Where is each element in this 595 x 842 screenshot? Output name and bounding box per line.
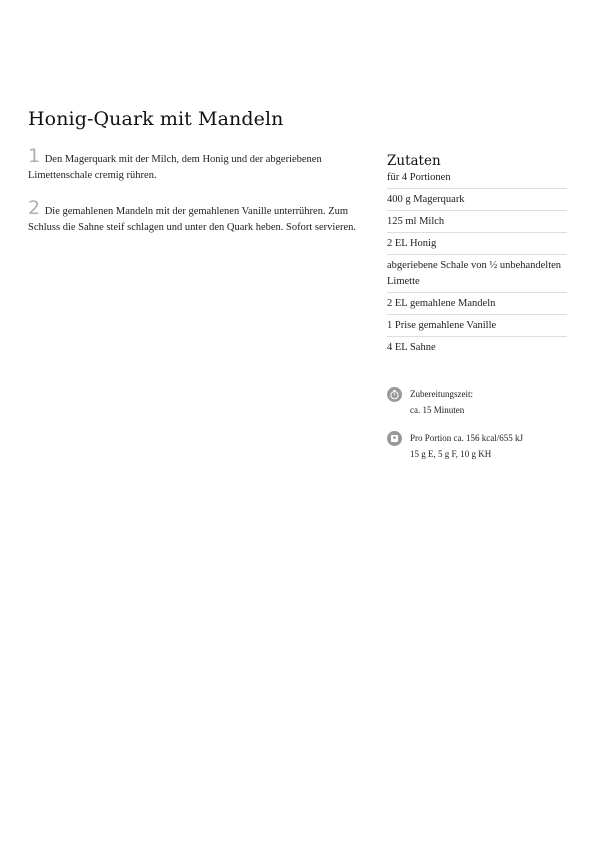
- ingredients-heading: Zutaten: [387, 153, 441, 169]
- step-number: 2: [28, 197, 41, 219]
- instructions: [28, 145, 373, 252]
- recipe-title: Honig-Quark mit Mandeln: [28, 108, 284, 130]
- ingredient-item: 4 EL Sahne: [387, 342, 436, 353]
- step-text: Die gemahlenen Mandeln mit der gemahlenen Vanille unterrühren. Zum Schluss die Sahne steif schlagen und unter den Quark heben. Sofort servieren.: [28, 206, 357, 233]
- ingredient-item: 125 ml Milch: [387, 211, 567, 233]
- preparation-time-text: [410, 386, 570, 418]
- preparation-time-value: ca. 15 Minuten: [410, 405, 465, 415]
- stopwatch-icon: [387, 387, 402, 402]
- ingredients-panel: [387, 152, 567, 358]
- ingredient-item: 400 g Magerquark: [387, 189, 567, 211]
- step-number: 1: [28, 145, 41, 167]
- nutrition-text: [410, 430, 570, 462]
- servings: für 4 Portionen: [387, 170, 567, 189]
- step-text: Den Magerquark mit der Milch, dem Honig und der abgeriebenen Limettenschale cremig rühren.: [28, 154, 322, 181]
- step-2: [28, 197, 373, 236]
- step-1: [28, 145, 373, 184]
- nutrition-line-1: Pro Portion ca. 156 kcal/655 kJ: [410, 433, 523, 443]
- ingredient-item: 1 Prise gemahlene Vanille: [387, 315, 567, 337]
- ingredient-item: 2 EL gemahlene Mandeln: [387, 293, 567, 315]
- preparation-time-label: Zubereitungszeit:: [410, 389, 473, 399]
- ingredient-item: abgeriebene Schale von ½ unbehandelten Limette: [387, 255, 567, 293]
- ingredient-item: 2 EL Honig: [387, 233, 567, 255]
- ingredient-list: [387, 189, 567, 358]
- scale-icon: [387, 431, 402, 446]
- nutrition-line-2: 15 g E, 5 g F, 10 g KH: [410, 449, 492, 459]
